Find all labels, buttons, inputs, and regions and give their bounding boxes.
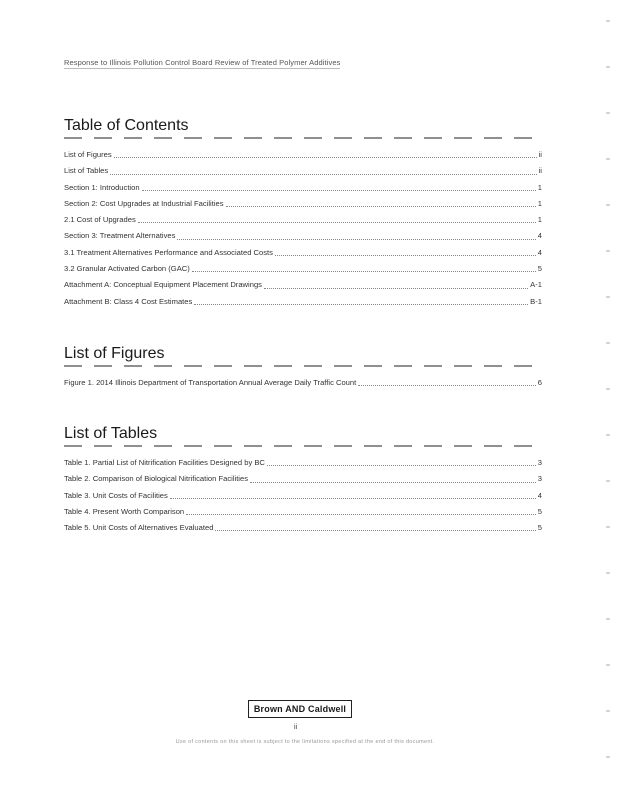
entry-page: 4 (537, 247, 542, 257)
dot-leader (215, 529, 535, 531)
entry-label: Attachment B: Class 4 Cost Estimates (64, 296, 193, 306)
toc-heading-rule (64, 137, 542, 139)
toc-entry[interactable] (64, 504, 542, 520)
figures-heading: List of Figures (64, 345, 165, 362)
brown-and-caldwell-logo: Brown AND Caldwell (248, 700, 352, 718)
dot-leader (114, 156, 537, 158)
entry-label: Figure 1. 2014 Illinois Department of Transportation Annual Average Daily Traffic Count (64, 378, 357, 387)
dot-leader (194, 303, 528, 305)
entry-label: List of Figures (64, 150, 112, 159)
scan-edge-marks (606, 20, 610, 780)
toc-entry[interactable] (64, 277, 542, 293)
toc-entry[interactable] (64, 375, 542, 391)
entry-page: 1 (537, 182, 542, 192)
dot-leader (142, 189, 536, 191)
entry-page: 3 (537, 458, 542, 467)
dot-leader (138, 221, 536, 223)
dot-leader (226, 205, 536, 207)
dot-leader (170, 497, 536, 499)
entry-label: 2.1 Cost of Upgrades (64, 215, 136, 225)
toc-entry[interactable] (64, 196, 542, 212)
entry-page: 4 (537, 231, 542, 241)
tables-heading: List of Tables (64, 425, 158, 442)
toc-entry[interactable] (64, 261, 542, 277)
entry-label: 3.1 Treatment Alternatives Performance and Associated Costs (64, 247, 273, 257)
dot-leader (358, 384, 536, 386)
toc-entry[interactable] (64, 147, 542, 163)
toc-entry[interactable] (64, 245, 542, 261)
entry-page: 3 (537, 474, 542, 484)
toc-entry[interactable] (64, 163, 542, 179)
footer-disclaimer: Use of contents on this sheet is subject to the limitations specified at the end of this document. (175, 739, 435, 745)
toc-entry[interactable] (64, 212, 542, 228)
entry-page: ii (538, 166, 542, 176)
dot-leader (275, 254, 536, 256)
tables-heading-rule (64, 445, 542, 447)
toc-heading: Table of Contents (64, 117, 189, 134)
toc-entry[interactable] (64, 180, 542, 196)
document-header: Response to Illinois Pollution Control Board Review of Treated Polymer Additives (64, 58, 341, 67)
entry-label: 3.2 Granular Activated Carbon (GAC) (64, 264, 190, 274)
tables-section (64, 425, 542, 536)
dot-leader (264, 287, 528, 289)
dot-leader (250, 481, 536, 483)
entry-label: Attachment A: Conceptual Equipment Placement Drawings (64, 280, 262, 290)
entry-label: List of Tables (64, 166, 109, 176)
entry-label: Section 1: Introduction (64, 182, 140, 192)
toc-entry[interactable] (64, 520, 542, 536)
entry-label: Table 3. Unit Costs of Facilities (64, 490, 168, 500)
dot-leader (110, 173, 536, 175)
entry-page: 4 (537, 490, 542, 500)
toc-entry[interactable] (64, 471, 542, 487)
entry-page: 5 (537, 506, 542, 516)
toc-entry[interactable] (64, 455, 542, 471)
entry-page: 6 (537, 378, 542, 387)
toc-section (64, 117, 542, 310)
entry-page: 5 (537, 523, 542, 533)
figures-heading-rule (64, 365, 542, 367)
entry-page: ii (538, 150, 542, 159)
entry-label: Section 2: Cost Upgrades at Industrial Facilities (64, 198, 224, 208)
toc-list (64, 147, 542, 310)
dot-leader (267, 464, 536, 466)
entry-page: 5 (537, 264, 542, 274)
entry-page: B-1 (530, 296, 542, 306)
toc-entry[interactable] (64, 228, 542, 244)
entry-label: Table 2. Comparison of Biological Nitrification Facilities (64, 474, 249, 484)
entry-label: Table 4. Present Worth Comparison (64, 506, 185, 516)
figures-section (64, 345, 542, 391)
entry-page: 1 (537, 215, 542, 225)
toc-entry[interactable] (64, 488, 542, 504)
dot-leader (177, 238, 535, 240)
entry-page: A-1 (530, 280, 542, 290)
dot-leader (186, 513, 536, 515)
tables-list (64, 455, 542, 536)
entry-label: Table 5. Unit Costs of Alternatives Evaluated (64, 523, 214, 533)
entry-label: Table 1. Partial List of Nitrification Facilities Designed by BC (64, 458, 265, 467)
entry-page: 1 (537, 198, 542, 208)
dot-leader (192, 270, 536, 272)
page-number: ii (294, 724, 298, 731)
entry-label: Section 3: Treatment Alternatives (64, 231, 176, 241)
figures-list (64, 375, 542, 391)
toc-entry[interactable] (64, 294, 542, 310)
